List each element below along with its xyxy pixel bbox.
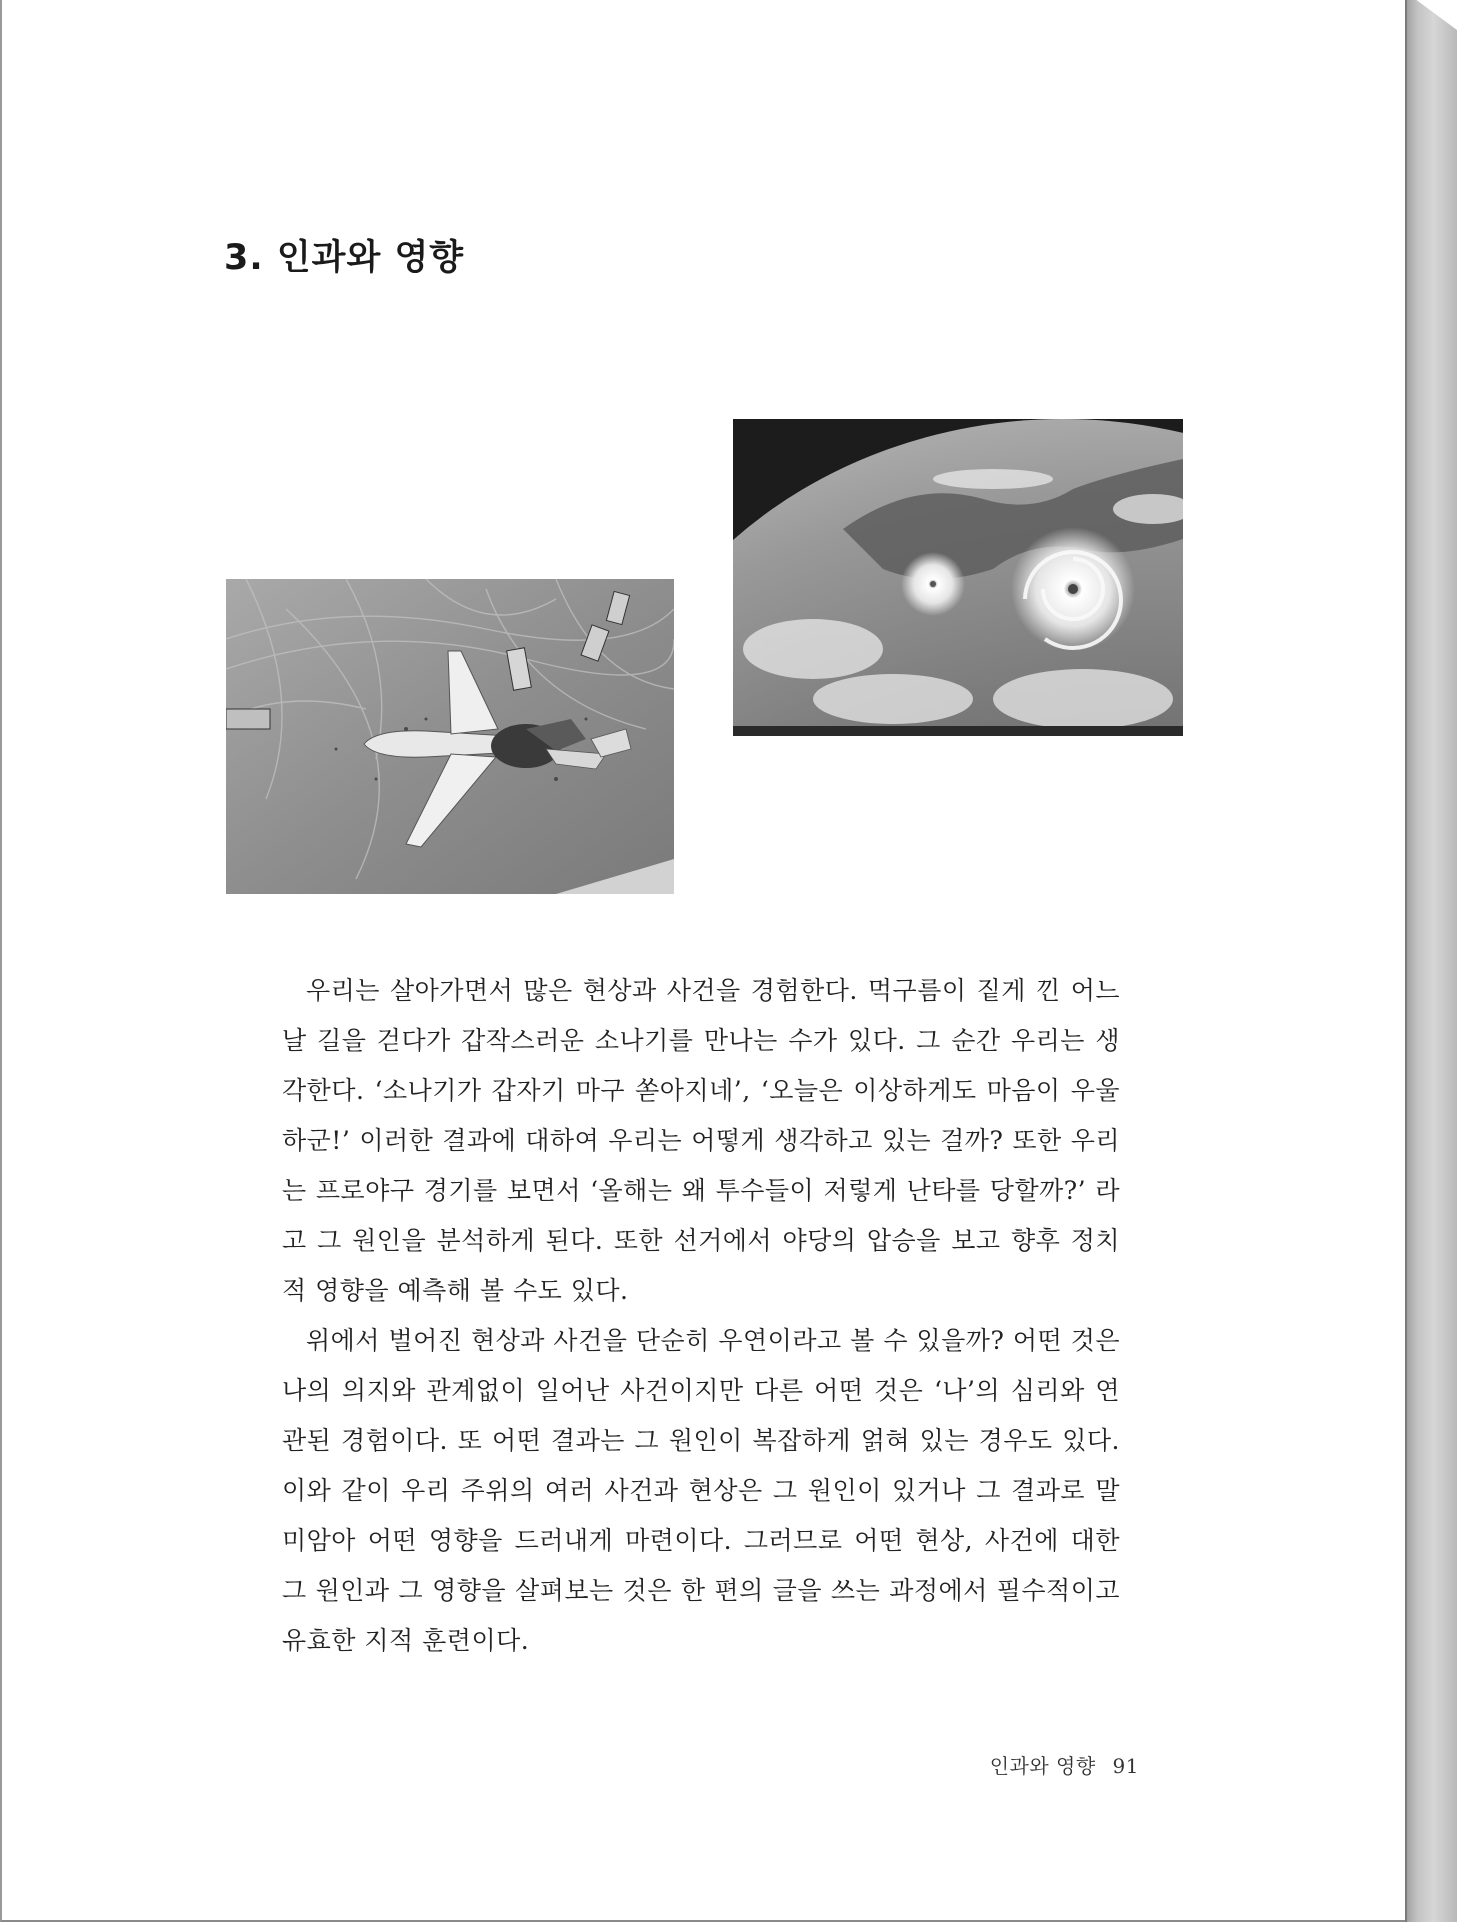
typhoon-satellite-image (733, 419, 1183, 736)
page-edge-line (1405, 0, 1407, 1922)
plane-crash-image (226, 579, 674, 894)
typhoon-satellite-photo (733, 419, 1183, 736)
body-paragraph-1: 우리는 살아가면서 많은 현상과 사건을 경험한다. 먹구름이 짙게 낀 어느 날 길을 걷다가 갑작스러운 소나기를 만나는 수가 있다. 그 순간 우리는 생각한다. ‘소나기가 갑자기 마구 쏟아지네’, ‘오늘은 이상하게도 마음이 우울하군!’ 이러한 결과에 대하여 우리는 어떻게 생각하고 있는 걸까? 또한 우리는 프로야구 경기를 보면서 ‘올해는 왜 투수들이 저렇게 난타를 당할까?’ 라고 그 원인을 분석하게 된다. 또한 선거에서 야당의 압승을 보고 향후 정치적 영향을 예측해 볼 수도 있다. (282, 976, 1120, 1305)
plane-crash-photo (226, 579, 674, 894)
body-text (282, 966, 1120, 1666)
chapter-title: 3. 인과와 영향 (224, 238, 465, 278)
body-paragraph-2: 위에서 벌어진 현상과 사건을 단순히 우연이라고 볼 수 있을까? 어떤 것은 나의 의지와 관계없이 일어난 사건이지만 다른 어떤 것은 ‘나’의 심리와 연관된 경험이다. 또 어떤 결과는 그 원인이 복잡하게 얽혀 있는 경우도 있다. 이와 같이 우리 주위의 여러 사건과 현상은 그 원인이 있거나 그 결과로 말미암아 어떤 영향을 드러내게 마련이다. 그러므로 어떤 현상, 사건에 대한 그 원인과 그 영향을 살펴보는 것은 한 편의 글을 쓰는 과정에서 필수적이고 유효한 지적 훈련이다. (282, 1326, 1120, 1655)
running-title: 인과와 영향 (989, 1754, 1096, 1778)
book-side-edge (1405, 0, 1457, 1922)
page-number: 91 (1112, 1754, 1139, 1778)
page-footer (980, 1750, 1139, 1779)
